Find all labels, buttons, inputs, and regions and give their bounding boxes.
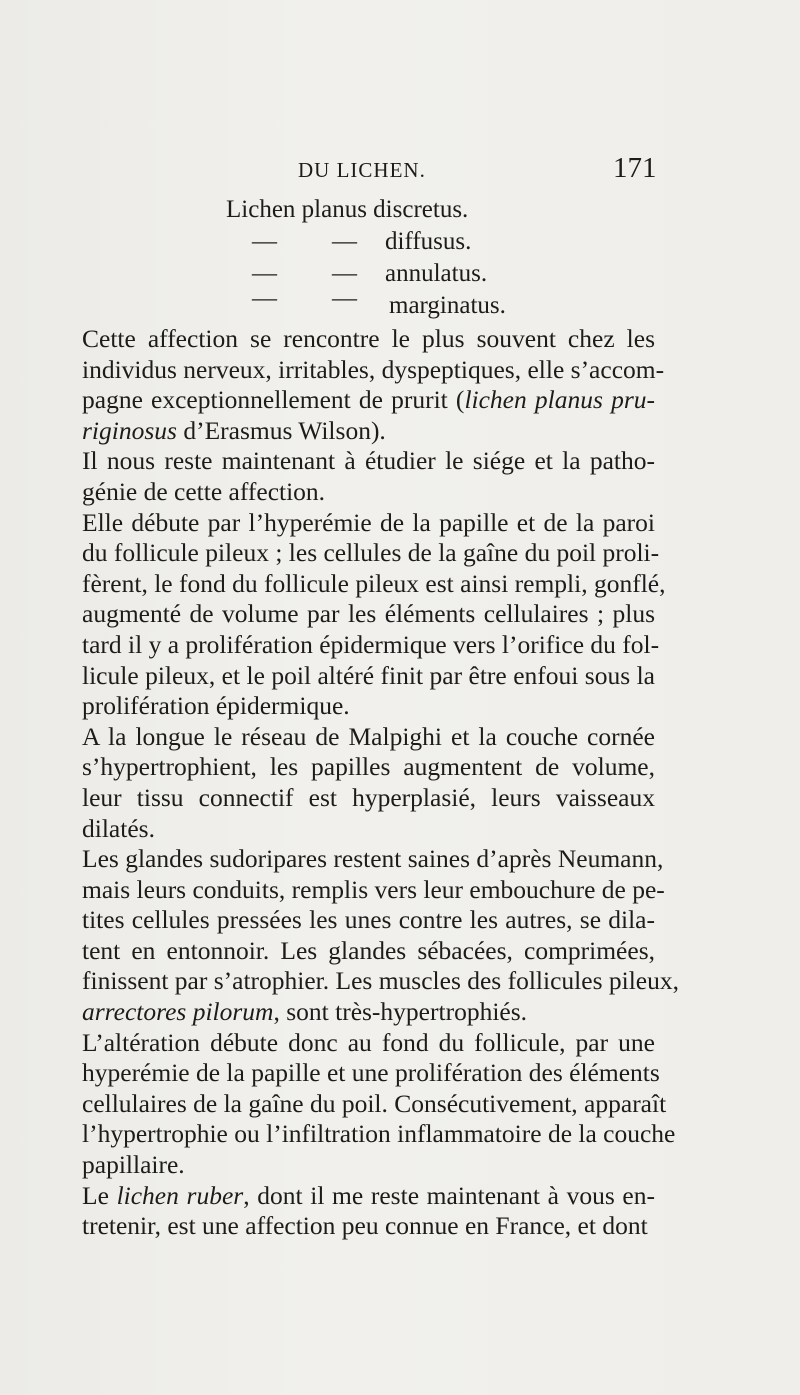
paragraph: [82, 446, 655, 507]
paragraph: [82, 844, 679, 1028]
body-text: [82, 324, 679, 1242]
text-line: génie de cette affection.: [82, 476, 326, 506]
text-line: prolifération épidermique.: [82, 691, 350, 721]
text-line: l’hypertrophie ou l’infiltration inflammatoire de la couche: [82, 1119, 676, 1149]
page-header: [0, 152, 800, 188]
text-line: tretenir, est une affection peu connue en France, et dont: [82, 1211, 648, 1241]
page-number: 171: [613, 152, 657, 184]
ditto-dash: —: [252, 285, 277, 312]
text-line: dilatés.: [82, 813, 155, 843]
text-line: tent en entonnoir. Les glandes sébacées, comprimées,: [82, 935, 655, 965]
text-line: papillaire.: [82, 1150, 185, 1180]
text-line: arrectores pilorum, sont très-hypertrophiés.: [82, 997, 528, 1027]
paragraph: [82, 324, 665, 446]
paragraph: [82, 1027, 676, 1181]
text-line: Cette affection se rencontre le plus souvent chez les: [82, 324, 655, 353]
synonym-annulatus: annulatus.: [385, 260, 488, 287]
text-line: du follicule pileux ; les cellules de la gaîne du poil proli-: [82, 538, 660, 568]
text-line: tites cellules pressées les unes contre les autres, se dila-: [82, 905, 655, 935]
ditto-dash: —: [332, 228, 357, 255]
text-line: individus nerveux, irritables, dyspeptiques, elle s’accom-: [82, 354, 665, 384]
text-line: L’altération débute donc au fond du follicule, par une: [82, 1027, 655, 1057]
ditto-dash: —: [252, 260, 277, 287]
text-line: riginosus d’Erasmus Wilson).: [82, 415, 386, 445]
text-line: A la longue le réseau de Malpighi et la couche cornée: [82, 721, 655, 751]
text-line: hyperémie de la papille et une prolifération des éléments: [82, 1058, 660, 1088]
paragraph: [82, 507, 666, 722]
paragraph: [82, 1181, 655, 1242]
text-line: Elle débute par l’hyperémie de la papille et de la paroi: [82, 507, 655, 537]
synonym-discretus: Lichen planus discretus.: [226, 196, 469, 223]
text-line: finissent par s’atrophier. Les muscles des follicules pileux,: [82, 966, 679, 996]
text-line: cellulaires de la gaîne du poil. Consécutivement, apparaît: [82, 1088, 667, 1118]
text-line: fèrent, le fond du follicule pileux est ainsi rempli, gonflé,: [82, 568, 666, 598]
text-line: augmenté de volume par les éléments cellulaires ; plus: [82, 599, 655, 629]
text-line: mais leurs conduits, remplis vers leur embouchure de pe-: [82, 874, 665, 904]
running-head: DU LICHEN.: [298, 158, 426, 182]
text-line: s’hypertrophient, les papilles augmentent de volume,: [82, 752, 655, 782]
text-line: pagne exceptionnellement de prurit (lichen planus pru-: [82, 385, 655, 415]
ditto-dash: —: [252, 228, 277, 255]
synonym-diffusus: diffusus.: [385, 228, 472, 255]
text-line: licule pileux, et le poil altéré finit par être enfoui sous la: [82, 660, 655, 690]
text-line: Les glandes sudoripares restent saines d’après Neumann,: [82, 844, 664, 874]
text-line: Le lichen ruber, dont il me reste maintenant à vous en-: [82, 1180, 655, 1210]
ditto-dash: —: [332, 285, 357, 312]
text-line: Il nous reste maintenant à étudier le siége et la patho-: [82, 446, 655, 476]
ditto-dash: —: [332, 260, 357, 287]
text-line: leur tissu connectif est hyperplasié, leurs vaisseaux: [82, 782, 655, 812]
synonym-marginatus: marginatus.: [389, 292, 506, 319]
text-line: tard il y a prolifération épidermique vers l’orifice du fol-: [82, 629, 660, 659]
paragraph: [82, 722, 655, 844]
